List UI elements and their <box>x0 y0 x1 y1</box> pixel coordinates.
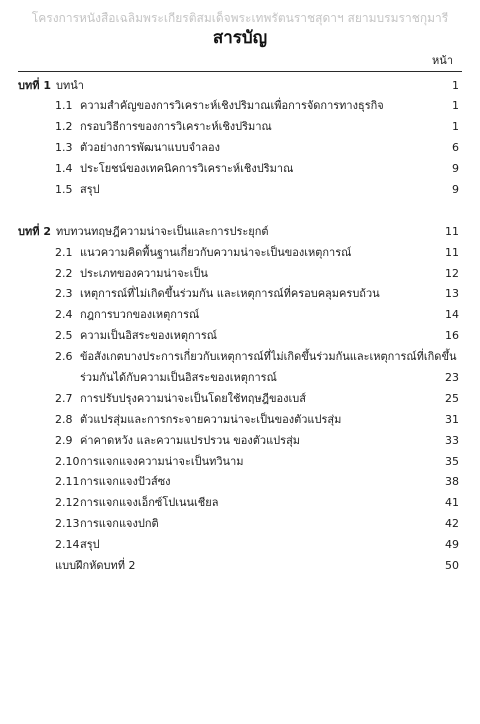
page-number: 49 <box>445 538 459 552</box>
section-title: ความสำคัญของการวิเคราะห์เชิงปริมาณเพื่อการจัดการทางธุรกิจ <box>80 99 384 113</box>
page-number: 35 <box>445 454 459 468</box>
page-number: 6 <box>452 141 459 155</box>
toc-section-2-1 <box>0 243 480 264</box>
toc-section-2-8 <box>0 410 480 431</box>
section-number: 2.3 <box>55 287 73 301</box>
exercises-title: แบบฝึกหัดบทที่ 2 <box>55 558 136 572</box>
section-title-line-1: ข้อสังเกตบางประการเกี่ยวกับเหตุการณ์ที่ไม่เกิดขึ้นร่วมกันและเหตุการณ์ที่เกิดขึ้น <box>80 350 457 364</box>
toc-section-2-6-continued <box>0 368 480 389</box>
page-number: 50 <box>445 558 459 572</box>
section-number: 2.7 <box>55 391 73 405</box>
toc-section-2-2 <box>0 264 480 285</box>
section-title: ประเภทของความน่าจะเป็น <box>80 266 208 280</box>
toc-chapter-2 <box>0 222 480 243</box>
section-number: 2.1 <box>55 245 73 259</box>
page-number: 11 <box>445 245 459 259</box>
toc-section-1-1 <box>0 96 480 117</box>
section-number: 2.9 <box>55 433 73 447</box>
chapter-heading <box>18 76 84 97</box>
section-title: ตัวแปรสุ่มและการกระจายความน่าจะเป็นของตัวแปรสุ่ม <box>80 412 342 426</box>
chapter-title: บทนำ <box>55 78 84 92</box>
page-number: 9 <box>452 182 459 196</box>
section-number: 2.2 <box>55 266 73 280</box>
page-title: สารบัญ <box>212 28 268 48</box>
toc-section-2-12 <box>0 493 480 514</box>
page-number: 9 <box>452 162 459 176</box>
toc-chapter-1 <box>0 76 480 97</box>
section-number: 2.13 <box>55 517 80 531</box>
section-number: 1.1 <box>55 99 73 113</box>
page-number: 33 <box>445 433 459 447</box>
toc-section-1-4 <box>0 159 480 180</box>
section-title: กรอบวิธีการของการวิเคราะห์เชิงปริมาณ <box>80 120 272 134</box>
chapter-heading <box>18 222 269 243</box>
section-title: กฎการบวกของเหตุการณ์ <box>80 308 200 322</box>
section-title: ค่าคาดหวัง และความแปรปรวน ของตัวแปรสุ่ม <box>80 433 301 447</box>
section-title: ความเป็นอิสระของเหตุการณ์ <box>80 329 217 343</box>
section-number: 2.6 <box>55 350 73 364</box>
page-number: 16 <box>445 329 459 343</box>
chapter-title: ทบทวนทฤษฎีความน่าจะเป็นและการประยุกต์ <box>55 224 269 238</box>
section-number: 2.11 <box>55 475 80 489</box>
section-number: 2.10 <box>55 454 80 468</box>
section-number: 2.12 <box>55 496 80 510</box>
page-number: 14 <box>445 308 459 322</box>
section-title: การแจกแจงเอ็กซ์โปเนนเชียล <box>80 496 219 510</box>
section-number: 1.3 <box>55 141 73 155</box>
toc-section-1-2 <box>0 117 480 138</box>
page-number: 31 <box>445 412 459 426</box>
page-number: 11 <box>445 224 459 238</box>
section-number: 2.14 <box>55 538 80 552</box>
toc-section-1-3 <box>0 138 480 159</box>
section-title: การปรับปรุงความน่าจะเป็นโดยใช้ทฤษฎีของเบส์ <box>80 391 306 405</box>
page-number: 12 <box>445 266 459 280</box>
page-number: 38 <box>445 475 459 489</box>
section-title: การแจกแจงปกติ <box>80 517 159 531</box>
section-title: สรุป <box>80 182 100 196</box>
page-number: 1 <box>452 120 459 134</box>
chapter-label: บทที่ 2 <box>18 224 51 238</box>
page-number: 41 <box>445 496 459 510</box>
toc-section-2-13 <box>0 514 480 535</box>
toc-exercises-2 <box>0 556 480 577</box>
section-number: 2.8 <box>55 412 73 426</box>
section-number: 1.2 <box>55 120 73 134</box>
header-divider <box>18 71 462 72</box>
toc-section-2-9 <box>0 431 480 452</box>
section-number: 1.5 <box>55 182 73 196</box>
book-project-watermark: โครงการหนังสือเฉลิมพระเกียรติสมเด็จพระเทพรัตนราชสุดาฯ สยามบรมราชกุมารี <box>31 11 449 25</box>
toc-section-2-10 <box>0 452 480 473</box>
section-title: แนวความคิดพื้นฐานเกี่ยวกับความน่าจะเป็นของเหตุการณ์ <box>80 245 352 259</box>
table-of-contents <box>0 76 480 577</box>
toc-section-1-5 <box>0 180 480 201</box>
section-title-line-2: ร่วมกันได้กับความเป็นอิสระของเหตุการณ์ <box>80 370 277 384</box>
page-number: 13 <box>445 287 459 301</box>
chapter-spacer <box>0 201 480 222</box>
page-number: 1 <box>452 99 459 113</box>
toc-section-2-14 <box>0 535 480 556</box>
page-number: 23 <box>445 370 459 384</box>
section-title: สรุป <box>80 538 100 552</box>
section-number: 2.4 <box>55 308 73 322</box>
toc-section-2-5 <box>0 326 480 347</box>
page-number: 42 <box>445 517 459 531</box>
page-number: 1 <box>452 78 459 92</box>
section-title: การแจกแจงความน่าจะเป็นทวินาม <box>80 454 244 468</box>
section-title: ตัวอย่างการพัฒนาแบบจำลอง <box>80 141 220 155</box>
toc-section-2-6 <box>0 347 480 368</box>
page-number: 25 <box>445 391 459 405</box>
section-title: การแจกแจงปัวส์ซง <box>80 475 171 489</box>
section-title: ประโยชน์ของเทคนิคการวิเคราะห์เชิงปริมาณ <box>80 162 294 176</box>
toc-section-2-3 <box>0 284 480 305</box>
page-column-header: หน้า <box>432 54 453 67</box>
section-number: 2.5 <box>55 329 73 343</box>
toc-section-2-4 <box>0 305 480 326</box>
toc-section-2-7 <box>0 389 480 410</box>
section-number: 1.4 <box>55 162 73 176</box>
toc-section-2-11 <box>0 472 480 493</box>
chapter-label: บทที่ 1 <box>18 78 51 92</box>
section-title: เหตุการณ์ที่ไม่เกิดขึ้นร่วมกัน และเหตุการณ์ที่ครอบคลุมครบถ้วน <box>80 287 380 301</box>
